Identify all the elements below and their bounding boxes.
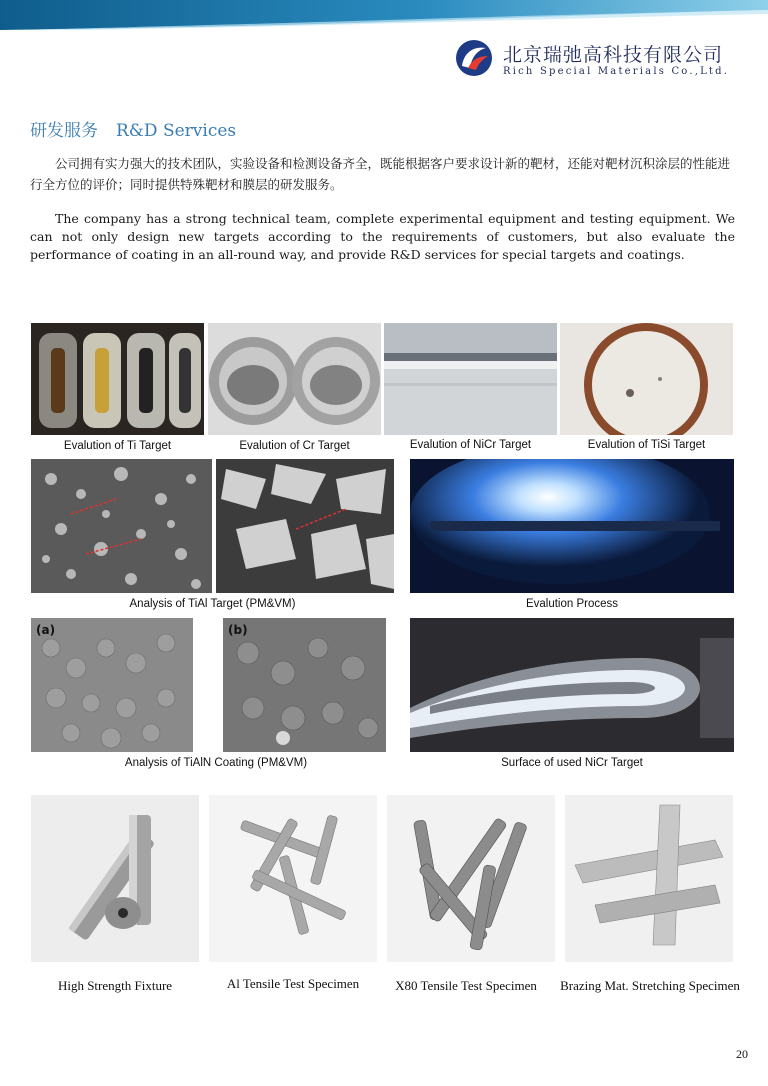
- tisi-target-photo: [560, 323, 733, 435]
- used-nicr-target-photo: [410, 618, 734, 752]
- section-title-en: R&D Services: [116, 121, 237, 141]
- x80-specimen-photo: [387, 795, 555, 962]
- tialn-sem-pm: [31, 618, 193, 752]
- header-band: [0, 0, 768, 30]
- caption-ti-target: Evalution of Ti Target: [63, 440, 172, 452]
- company-logo-icon: [454, 38, 494, 78]
- intro-paragraph-cn: 公司拥有实力强大的技术团队，实验设备和检测设备齐全，既能根据客户要求设计新的靶材，还能对靶材沉积涂层的性能进行全方位的评价；同时提供特殊靶材和膜层的研发服务。: [30, 156, 731, 192]
- tial-micrograph-vm: [216, 459, 394, 593]
- tialn-sem-vm: [223, 618, 386, 752]
- sem-label-a: (a): [36, 623, 56, 637]
- caption-tisi-target: Evalution of TiSi Target: [587, 439, 706, 451]
- brazing-specimen-photo: [565, 795, 733, 962]
- caption-evaluation-process: Evalution Process: [525, 598, 619, 610]
- section-title: [30, 116, 254, 141]
- intro-paragraph-en: The company has a strong technical team, complete experimental equipment and testing equipment. We can not only design new targets according to the requirements of customers, but also evaluate the performance of coating in an all-round way, and provide R&D services for special targets and coatings.: [30, 211, 735, 262]
- caption-brazing-specimen: Brazing Mat. Stretching Specimen: [560, 978, 740, 993]
- caption-used-nicr: Surface of used NiCr Target: [501, 757, 643, 769]
- sem-label-b: (b): [228, 623, 248, 637]
- cr-target-photo: [208, 323, 381, 435]
- caption-cr-target: Evalution of Cr Target: [239, 440, 350, 452]
- nicr-target-photo: [384, 323, 557, 435]
- caption-tialn-analysis: Analysis of TiAlN Coating (PM&VM): [124, 757, 308, 769]
- caption-nicr-target: Evalution of NiCr Target: [409, 439, 532, 451]
- caption-tial-analysis: Analysis of TiAl Target (PM&VM): [129, 598, 296, 610]
- page-number: 20: [736, 1047, 748, 1061]
- tial-micrograph-pm: [31, 459, 212, 593]
- al-specimen-photo: [209, 795, 377, 962]
- caption-fixture: High Strength Fixture: [57, 978, 173, 993]
- ti-target-photo: [31, 323, 204, 435]
- company-name-cn: 北京瑞弛高科技有限公司: [503, 44, 724, 66]
- caption-al-specimen: Al Tensile Test Specimen: [226, 976, 360, 991]
- company-name-en: Rich Special Materials Co.,Ltd.: [503, 66, 730, 77]
- evaluation-process-photo: [410, 459, 734, 593]
- caption-x80-specimen: X80 Tensile Test Specimen: [395, 978, 537, 993]
- section-title-cn: 研发服务: [30, 121, 98, 141]
- fixture-photo: [31, 795, 199, 962]
